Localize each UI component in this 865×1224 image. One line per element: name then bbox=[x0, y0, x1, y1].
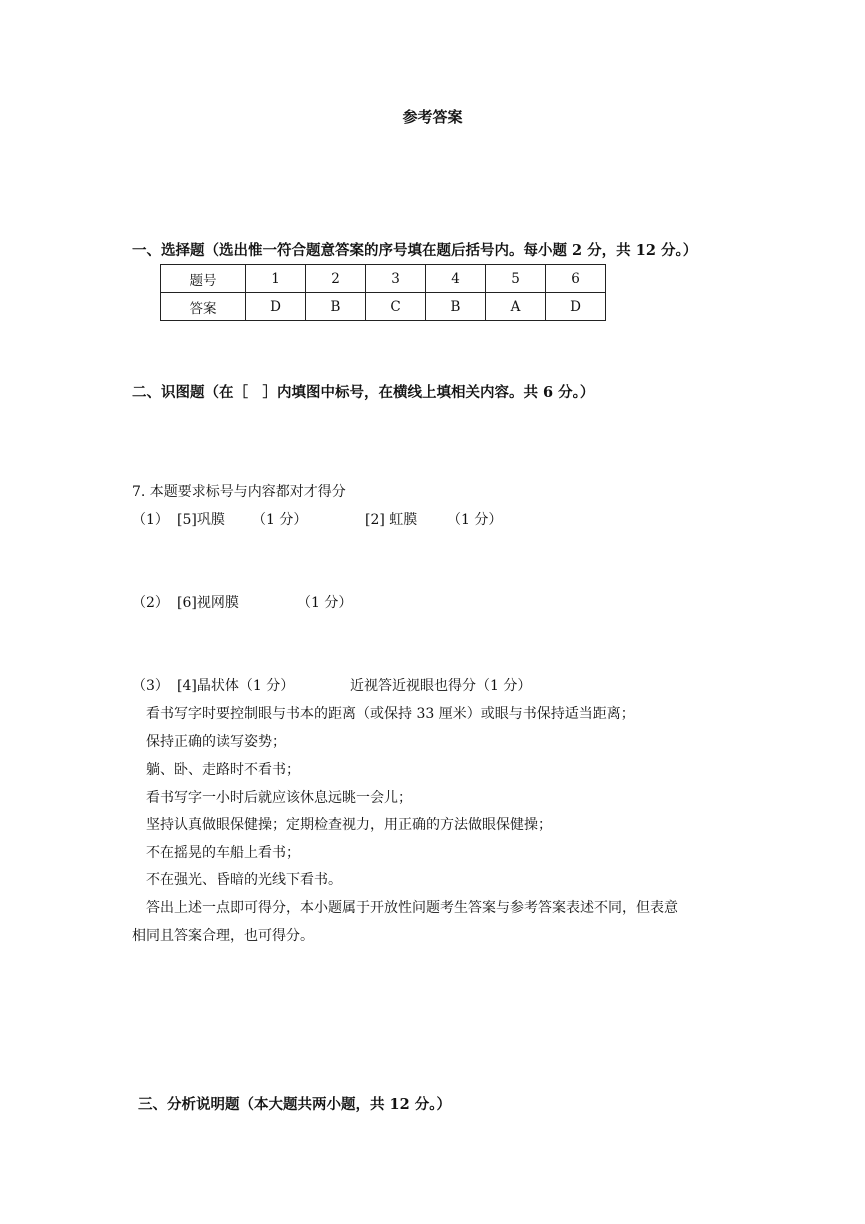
table-row bbox=[161, 265, 606, 293]
answer-cell: A bbox=[486, 293, 546, 321]
part2-answer: [6]视网膜 bbox=[177, 595, 239, 611]
answer-cell: B bbox=[306, 293, 366, 321]
answer-point: 躺、卧、走路时不看书； bbox=[146, 762, 300, 778]
section1-heading: 一、选择题（选出惟一符合题意答案的序号填在题后括号内。每小题 2 分，共 12 分。） bbox=[132, 242, 698, 259]
part1-score-a: （1 分） bbox=[252, 512, 308, 528]
table-row-label: 题号 bbox=[161, 265, 246, 293]
answer-cell: C bbox=[366, 293, 426, 321]
grading-note-line2: 相同且答案合理，也可得分。 bbox=[132, 928, 314, 944]
part3-answer-a: [4]晶状体（1 分） bbox=[177, 678, 295, 694]
part3-number: （3） bbox=[132, 678, 169, 694]
answer-point: 不在强光、昏暗的光线下看书。 bbox=[146, 872, 342, 888]
section2-heading: 二、识图题（在［ ］内填图中标号，在横线上填相关内容。共 6 分。） bbox=[132, 384, 595, 401]
part3-answer-b: 近视答近视眼也得分（1 分） bbox=[350, 678, 532, 694]
part1-score-b: （1 分） bbox=[447, 512, 503, 528]
question-number: 3 bbox=[366, 265, 426, 293]
part2-score: （1 分） bbox=[297, 595, 353, 611]
answer-cell: D bbox=[246, 293, 306, 321]
question-number: 2 bbox=[306, 265, 366, 293]
answer-point: 看书写字时要控制眼与书本的距离（或保持 33 厘米）或眼与书保持适当距离； bbox=[146, 706, 635, 722]
page-title: 参考答案 bbox=[402, 108, 463, 126]
section3-heading: 三、分析说明题（本大题共两小题，共 12 分。） bbox=[138, 1096, 452, 1113]
part1-answer-b: [2] 虹膜 bbox=[365, 512, 418, 528]
part1-number: （1） bbox=[132, 512, 169, 528]
answer-cell: D bbox=[546, 293, 606, 321]
answer-point: 看书写字一小时后就应该休息远眺一会儿； bbox=[146, 790, 412, 806]
part2-number: （2） bbox=[132, 595, 169, 611]
answer-cell: B bbox=[426, 293, 486, 321]
grading-note-line1: 答出上述一点即可得分，本小题属于开放性问题考生答案与参考答案表述不同，但表意 bbox=[146, 900, 678, 916]
answer-point: 坚持认真做眼保健操；定期检查视力，用正确的方法做眼保健操； bbox=[146, 817, 552, 833]
question-number: 1 bbox=[246, 265, 306, 293]
table-row-label: 答案 bbox=[161, 293, 246, 321]
question-number: 5 bbox=[486, 265, 546, 293]
part1-answer-a: [5]巩膜 bbox=[177, 512, 225, 528]
answer-point: 保持正确的读写姿势； bbox=[146, 734, 286, 750]
table-row bbox=[161, 293, 606, 321]
question-number: 6 bbox=[546, 265, 606, 293]
answer-table bbox=[160, 264, 606, 321]
question-number: 4 bbox=[426, 265, 486, 293]
answer-point: 不在摇晃的车船上看书； bbox=[146, 845, 300, 861]
question7-intro: 7. 本题要求标号与内容都对才得分 bbox=[132, 484, 346, 500]
